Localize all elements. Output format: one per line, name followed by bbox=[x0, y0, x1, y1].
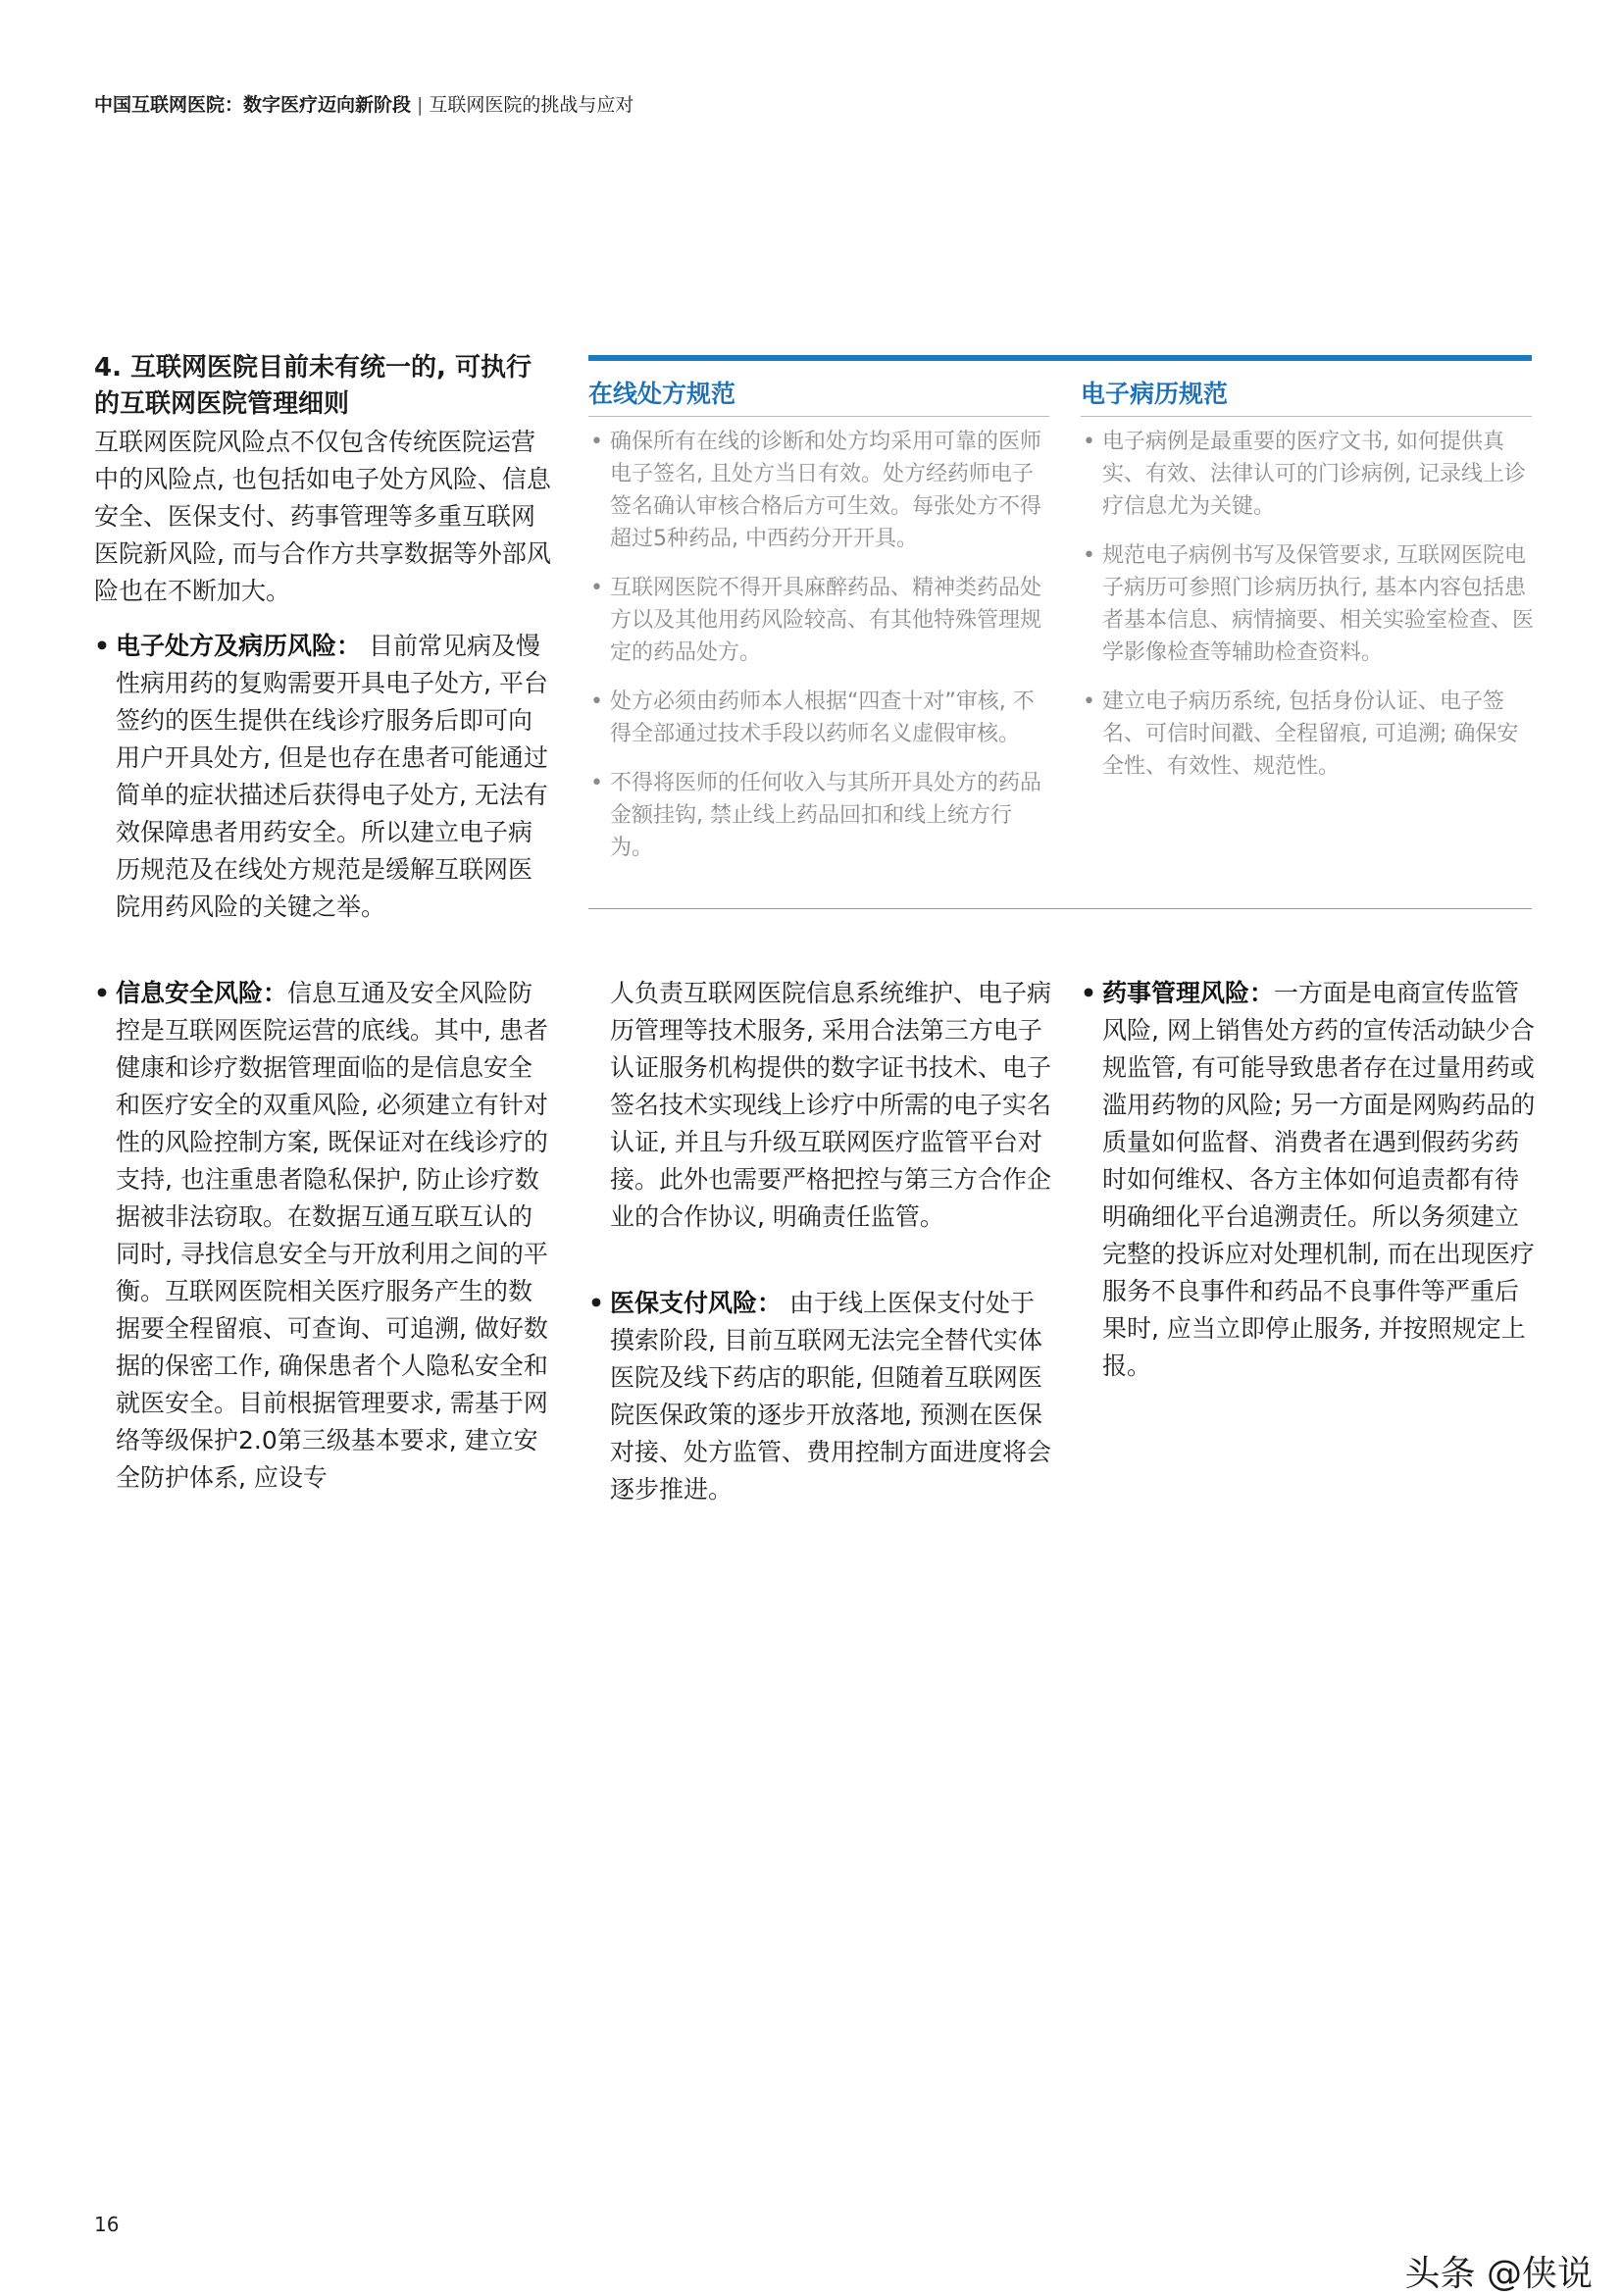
list-item: • 不得将医师的任何收入与其所开具处方的药品金额挂钩, 禁止线上药品回扣和线上统方行为。 bbox=[588, 767, 1041, 864]
bullet-icon: • bbox=[1083, 430, 1095, 454]
box-heading-divider bbox=[1081, 416, 1532, 417]
header-separator: | bbox=[417, 94, 424, 116]
bullet-icon: • bbox=[590, 689, 603, 714]
risk-item-pharma bbox=[1081, 975, 1538, 1385]
risk-label-infosec: 信息安全风险： bbox=[116, 979, 288, 1007]
box-list-prescription bbox=[588, 426, 1041, 881]
list-item: • 电子病例是最重要的医疗文书, 如何提供真实、有效、法律认可的门诊病例, 记录线上诊疗信息尤为关键。 bbox=[1081, 426, 1538, 523]
section-intro: 互联网医院风险点不仅包含传统医院运营中的风险点, 也包括如电子处方风险、信息安全、医保支付、药事管理等多重互联网医院新风险, 而与合作方共享数据等外部风险也在不断加大。 bbox=[94, 428, 551, 605]
box-top-rule bbox=[588, 355, 1532, 361]
bullet-icon: • bbox=[590, 576, 603, 600]
box-list-emr bbox=[1081, 426, 1538, 799]
bullet-icon: • bbox=[590, 771, 603, 795]
list-item: • 规范电子病例书写及保管要求, 互联网医院电子病历可参照门诊病历执行, 基本内容包括患者基本信息、病情摘要、相关实验室检查、医学影像检查等辅助检查资料。 bbox=[1081, 539, 1538, 669]
risk-text-infosec: 信息互通及安全风险防控是互联网医院运营的底线。其中, 患者健康和诊疗数据管理面临的是信息安全和医疗安全的双重风险, 必须建立有针对性的风险控制方案, 既保证对在线诊疗的支持, 也注重患者隐私保护, 防止诊疗数据被非法窃取。在数据互通互联互认的同时, 寻找信息安全与开放利用之间的平衡。互联网医院相关医疗服务产生的数据要全程留痕、可查询、可追溯, 做好数据的保密工作, 确保患者个人隐私安全和就医安全。目前根据管理要求, 需基于网络等级保护2.0第三级基本要求, 建立安全防护体系, 应设专 bbox=[116, 979, 548, 1492]
bullet-icon: • bbox=[94, 632, 110, 660]
list-item: • 建立电子病历系统, 包括身份认证、电子签名、可信时间戳、全程留痕, 可追溯; 确保安全性、有效性、规范性。 bbox=[1081, 686, 1538, 783]
box-heading-divider bbox=[588, 416, 1049, 417]
bullet-icon: • bbox=[588, 1289, 604, 1317]
risk-text-infosec-continued: 人负责互联网医院信息系统维护、电子病历管理等技术服务, 采用合法第三方电子认证服务机构提供的数字证书技术、电子签名技术实现线上诊疗中所需的电子实名认证, 并且与升级互联网医疗监管平台对接。此外也需要严格把控与第三方合作企业的合作协议, 明确责任监管。 bbox=[610, 979, 1052, 1231]
header-chapter-title: 互联网医院的挑战与应对 bbox=[429, 94, 634, 116]
risk-item-rx bbox=[94, 628, 555, 926]
watermark-logo: 头条 @侠说 bbox=[1404, 2254, 1593, 2294]
section-title: 4. 互联网医院目前未有统一的, 可执行的互联网医院管理细则 bbox=[94, 353, 532, 419]
risk-text-pharma: 一方面是电商宣传监管风险, 网上销售处方药的宣传活动缺少合规监管, 有可能导致患者存在过量用药或滥用药物的风险; 另一方面是网购药品的质量如何监督、消费者在遇到假药劣药时如何维权、各方主体如何追责都有待明确细化平台追溯责任。所以务须建立完整的投诉应对处理机制, 而在出现医疗服务不良事件和药品不良事件等严重后果时, 应当立即停止服务, 并按照规定上报。 bbox=[1102, 979, 1536, 1380]
list-item: • 互联网医院不得开具麻醉药品、精神类药品处方以及其他用药风险较高、有其他特殊管理规定的药品处方。 bbox=[588, 572, 1041, 669]
bullet-icon: • bbox=[590, 430, 603, 454]
risk-label-insurance: 医保支付风险： bbox=[610, 1289, 783, 1317]
risk-label-rx: 电子处方及病历风险： bbox=[116, 632, 362, 660]
header-report-title: 中国互联网医院：数字医疗迈向新阶段 bbox=[94, 94, 412, 116]
box-heading-emr: 电子病历规范 bbox=[1081, 380, 1229, 408]
risk-label-pharma: 药事管理风险： bbox=[1102, 979, 1275, 1007]
running-header bbox=[94, 90, 634, 117]
box-bottom-rule bbox=[588, 908, 1532, 909]
bullet-icon: • bbox=[94, 979, 110, 1007]
bullet-icon: • bbox=[1083, 543, 1095, 568]
risk-text-rx: 目前常见病及慢性病用药的复购需要开具电子处方, 平台签约的医生提供在线诊疗服务后即可向用户开具处方, 但是也存在患者可能通过简单的症状描述后获得电子处方, 无法有效保障患者用药安全。所以建立电子病历规范及在线处方规范是缓解互联网医院用药风险的关键之举。 bbox=[116, 632, 548, 921]
bullet-icon: • bbox=[1083, 689, 1095, 714]
box-heading-prescription: 在线处方规范 bbox=[588, 380, 736, 408]
list-item: • 确保所有在线的诊断和处方均采用可靠的医师电子签名, 且处方当日有效。处方经药师电子签名确认审核合格后方可生效。每张处方不得超过5种药品, 中西药分开开具。 bbox=[588, 426, 1041, 555]
risk-text-insurance: 由于线上医保支付处于摸索阶段, 目前互联网无法完全替代实体医院及线下药店的职能, 但随着互联网医院医保政策的逐步开放落地, 预测在医保对接、处方监管、费用控制方面进度将会逐步推进。 bbox=[610, 1289, 1052, 1504]
list-item: • 处方必须由药师本人根据“四查十对”审核, 不得全部通过技术手段以药师名义虚假审核。 bbox=[588, 686, 1041, 750]
risk-item-infosec bbox=[94, 975, 555, 1497]
page-number: 16 bbox=[94, 2213, 120, 2236]
risk-item-insurance bbox=[588, 1285, 1053, 1508]
bullet-icon: • bbox=[1081, 979, 1096, 1007]
